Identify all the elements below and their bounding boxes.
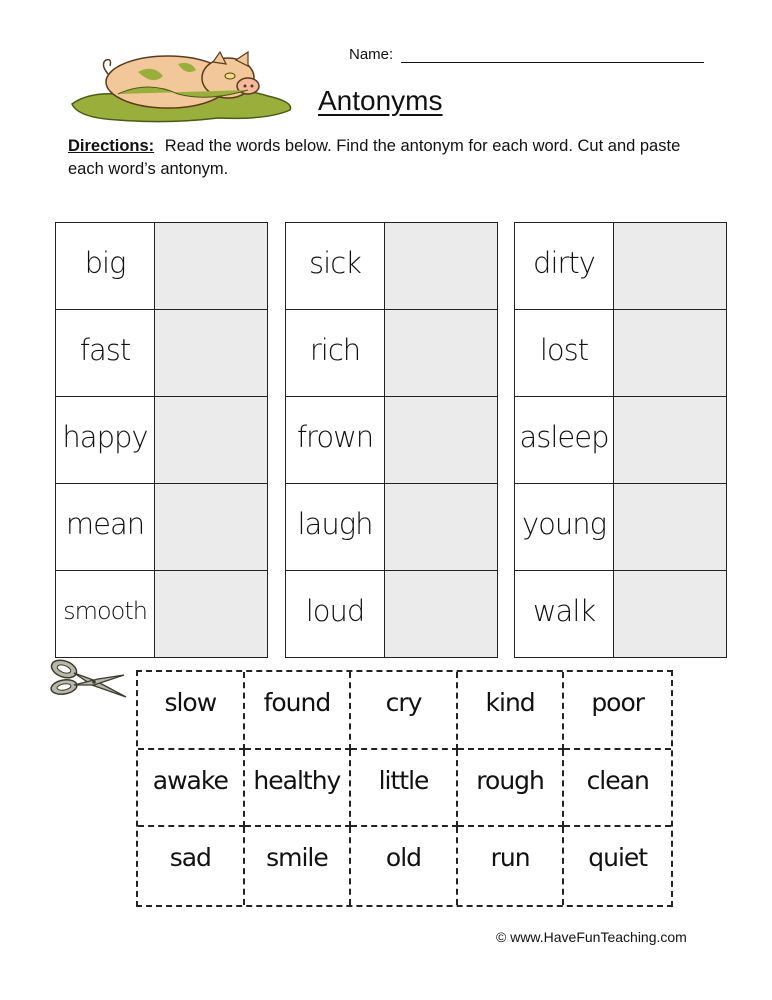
paste-box[interactable] xyxy=(155,397,268,484)
word-cell: happy xyxy=(56,397,155,484)
paste-box[interactable] xyxy=(155,484,268,571)
cutout-word[interactable]: run xyxy=(458,827,565,905)
cutout-word[interactable]: rough xyxy=(458,750,565,828)
copyright-footer: © www.HaveFunTeaching.com xyxy=(496,929,687,945)
paste-box[interactable] xyxy=(614,397,727,484)
cutout-word[interactable]: quiet xyxy=(588,843,648,873)
word-cell: dirty xyxy=(515,223,614,310)
cutout-word[interactable]: slow xyxy=(138,672,245,750)
cutout-word[interactable]: old xyxy=(351,827,458,905)
paste-box[interactable] xyxy=(385,310,498,397)
cutout-word[interactable]: found xyxy=(245,672,352,750)
word-cell: rich xyxy=(286,310,385,397)
word-cell: laugh xyxy=(286,484,385,571)
directions-text: Read the words below. Find the antonym for each word. Cut and paste each word’s antonym. xyxy=(68,137,681,178)
paste-box[interactable] xyxy=(385,223,498,310)
paste-box[interactable] xyxy=(385,397,498,484)
directions xyxy=(68,135,718,181)
word-cell: lost xyxy=(515,310,614,397)
word-cell: young xyxy=(515,484,614,571)
word-cell: walk xyxy=(515,571,614,658)
word-table-3 xyxy=(514,222,727,658)
cutout-word[interactable]: poor xyxy=(564,672,671,750)
cutout-word[interactable]: sad xyxy=(138,827,245,905)
paste-box[interactable] xyxy=(385,484,498,571)
word-cell: mean xyxy=(56,484,155,571)
word-cell: loud xyxy=(286,571,385,658)
cutout-word[interactable]: healthy xyxy=(245,750,352,828)
name-input-line[interactable] xyxy=(401,62,704,63)
directions-label: Directions: xyxy=(68,137,155,155)
paste-box[interactable] xyxy=(155,223,268,310)
paste-box[interactable] xyxy=(614,223,727,310)
name-label: Name: xyxy=(349,46,394,63)
word-cell: sick xyxy=(286,223,385,310)
word-table-1 xyxy=(55,222,268,658)
word-cell: fast xyxy=(56,310,155,397)
cutout-word-grid xyxy=(136,670,673,907)
paste-box[interactable] xyxy=(155,310,268,397)
pig-in-mud-icon xyxy=(68,34,296,124)
paste-box[interactable] xyxy=(614,484,727,571)
word-table-2 xyxy=(285,222,498,658)
paste-box[interactable] xyxy=(155,571,268,658)
page-title: Antonyms xyxy=(318,85,443,116)
cutout-word[interactable]: awake xyxy=(138,750,245,828)
paste-box[interactable] xyxy=(614,571,727,658)
word-cell: frown xyxy=(286,397,385,484)
scissors-icon xyxy=(48,657,128,701)
paste-box[interactable] xyxy=(385,571,498,658)
word-cell: asleep xyxy=(515,397,614,484)
cutout-word[interactable]: clean xyxy=(564,750,671,828)
paste-box[interactable] xyxy=(614,310,727,397)
cutout-word[interactable]: cry xyxy=(351,672,458,750)
word-cell: big xyxy=(56,223,155,310)
cutout-word[interactable]: little xyxy=(351,750,458,828)
word-cell: smooth xyxy=(56,571,155,658)
cutout-word[interactable]: smile xyxy=(245,827,352,905)
cutout-word[interactable]: kind xyxy=(458,672,565,750)
